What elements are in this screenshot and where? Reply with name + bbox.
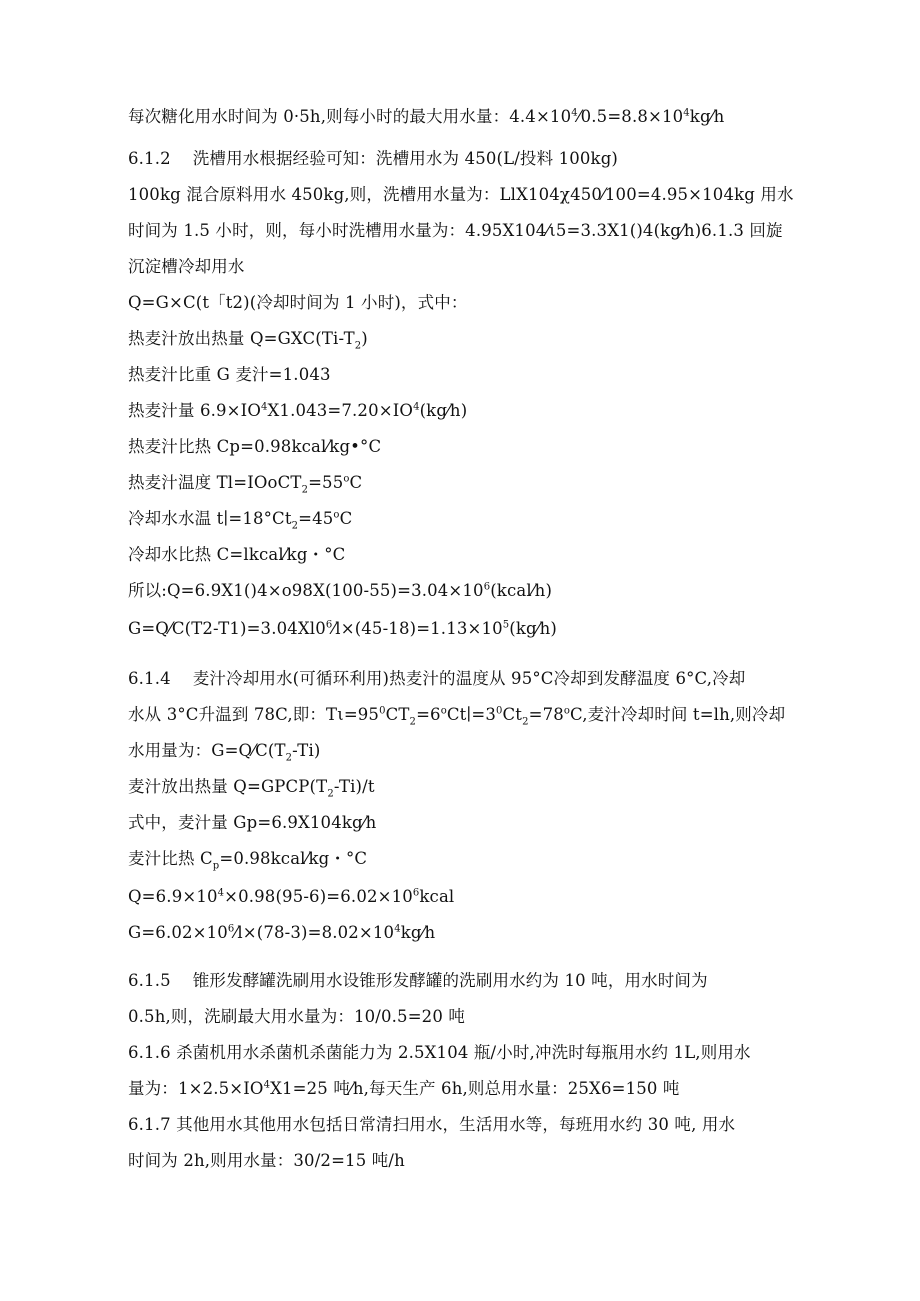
formula-line-15: $G=Q⁄C(T2-T1)=3.04Xl0^6⁄l\times(45-18)=1.13\times 10^5(kg⁄h)$ (128, 619, 558, 638)
formula-line-20: 式中，麦汁量 Gp=6.9X104kg⁄h (128, 813, 377, 832)
text-line-25: 0.5h,则，洗刷最大用水量为：10/0.5=20 吨 (128, 1007, 466, 1026)
formula-line-22: $Q=6.9\times 10^4\times 0.98(95-6)=6.02\times 10^6kcal$ (128, 887, 455, 906)
formula-line-6: Q=G×C(t「t2)(冷却时间为 1 小时)，式中： (128, 293, 468, 312)
formula-line-21: 麦汁比热 $C_p=0.98kcal⁄kg$・°C (128, 849, 368, 872)
text-line-27: 量为：$1\times 2.5\times IO^4X1=25$ 吨⁄h,每天生产 6h,则总用水量：25X6=150 吨 (128, 1079, 680, 1098)
formula-line-19: 麦汁放出热量 $Q=GPCP(T_2-Ti)/t$ (128, 777, 375, 800)
formula-line-11: 热麦汁温度 $Tl=IOoCT_2=55^oC$ (128, 473, 363, 496)
formula-line-9: 热麦汁量 $6.9\times IO^4X1.043=7.20\times IO^4(kg⁄h)$ (128, 401, 468, 420)
section-6-1-7-heading: 6.1.7 其他用水其他用水包括日常清扫用水，生活用水等，每班用水约 30 吨, 用水 (128, 1115, 736, 1134)
text-line-5: 沉淀槽冷却用水 (128, 257, 245, 276)
formula-line-13: 冷却水比热 C=lkcal⁄kg・°C (128, 545, 346, 564)
text-line-1: 每次糖化用水时间为 0·5h,则每小时的最大用水量：$4.4\times 10^4⁄0.5=8.8\times 10^4kg⁄h$ (128, 107, 725, 126)
formula-line-7: 热麦汁放出热量 $Q=GXC(Ti-T_2)$ (128, 329, 368, 352)
formula-line-18: 水用量为：$G=Q⁄C(T_2-Ti)$ (128, 741, 321, 764)
section-6-1-6-heading: 6.1.6 杀菌机用水杀菌机杀菌能力为 2.5X104 瓶/小时,冲洗时每瓶用水约 1L,则用水 (128, 1043, 751, 1062)
text-line-29: 时间为 2h,则用水量：30/2=15 吨/h (128, 1151, 405, 1170)
formula-line-8: 热麦汁比重 G 麦汁=1.043 (128, 365, 331, 384)
section-6-1-2-heading: 6.1.2 洗槽用水根据经验可知：洗槽用水为 450(L/投料 100kg) (128, 149, 619, 168)
formula-line-10: 热麦汁比热 Cp=0.98kcal⁄kg•°C (128, 437, 382, 456)
formula-line-14: 所以$:Q=6.9X1()4\times o98X(100-55)=3.04\times 10^6(kcal⁄h)$ (128, 581, 553, 600)
section-6-1-5-heading: 6.1.5 锥形发酵罐洗刷用水设锥形发酵罐的洗刷用水约为 10 吨，用水时间为 (128, 971, 708, 990)
formula-line-12: 冷却水水温 $t∣=18^\circ Ct_2=45^oC$ (128, 509, 353, 532)
text-line-3: 100kg 混合原料用水 450kg,则，洗槽用水量为：LlX104χ450⁄100=4.95×104kg 用水 (128, 185, 794, 204)
section-6-1-4-heading: 6.1.4 麦汁冷却用水(可循环利用)热麦汁的温度从 95°C冷却到发酵温度 6°C,冷却 (128, 669, 746, 688)
text-line-4: 时间为 1.5 小时，则，每小时洗槽用水量为：4.95X104⁄ι5=3.3X1()4(kg⁄h)6.1.3 回旋 (128, 221, 783, 240)
text-line-17: 水从 3°C升温到 78C,即：$T\iota=95^0CT_2=6^oCt∣=3^0Ct_2=78^oC$,麦汁冷却时间 t=lh,则冷却 (128, 705, 786, 728)
formula-line-23: $G=6.02\times 10^6⁄l\times(78-3)=8.02\times 10^4kg⁄h$ (128, 923, 436, 942)
